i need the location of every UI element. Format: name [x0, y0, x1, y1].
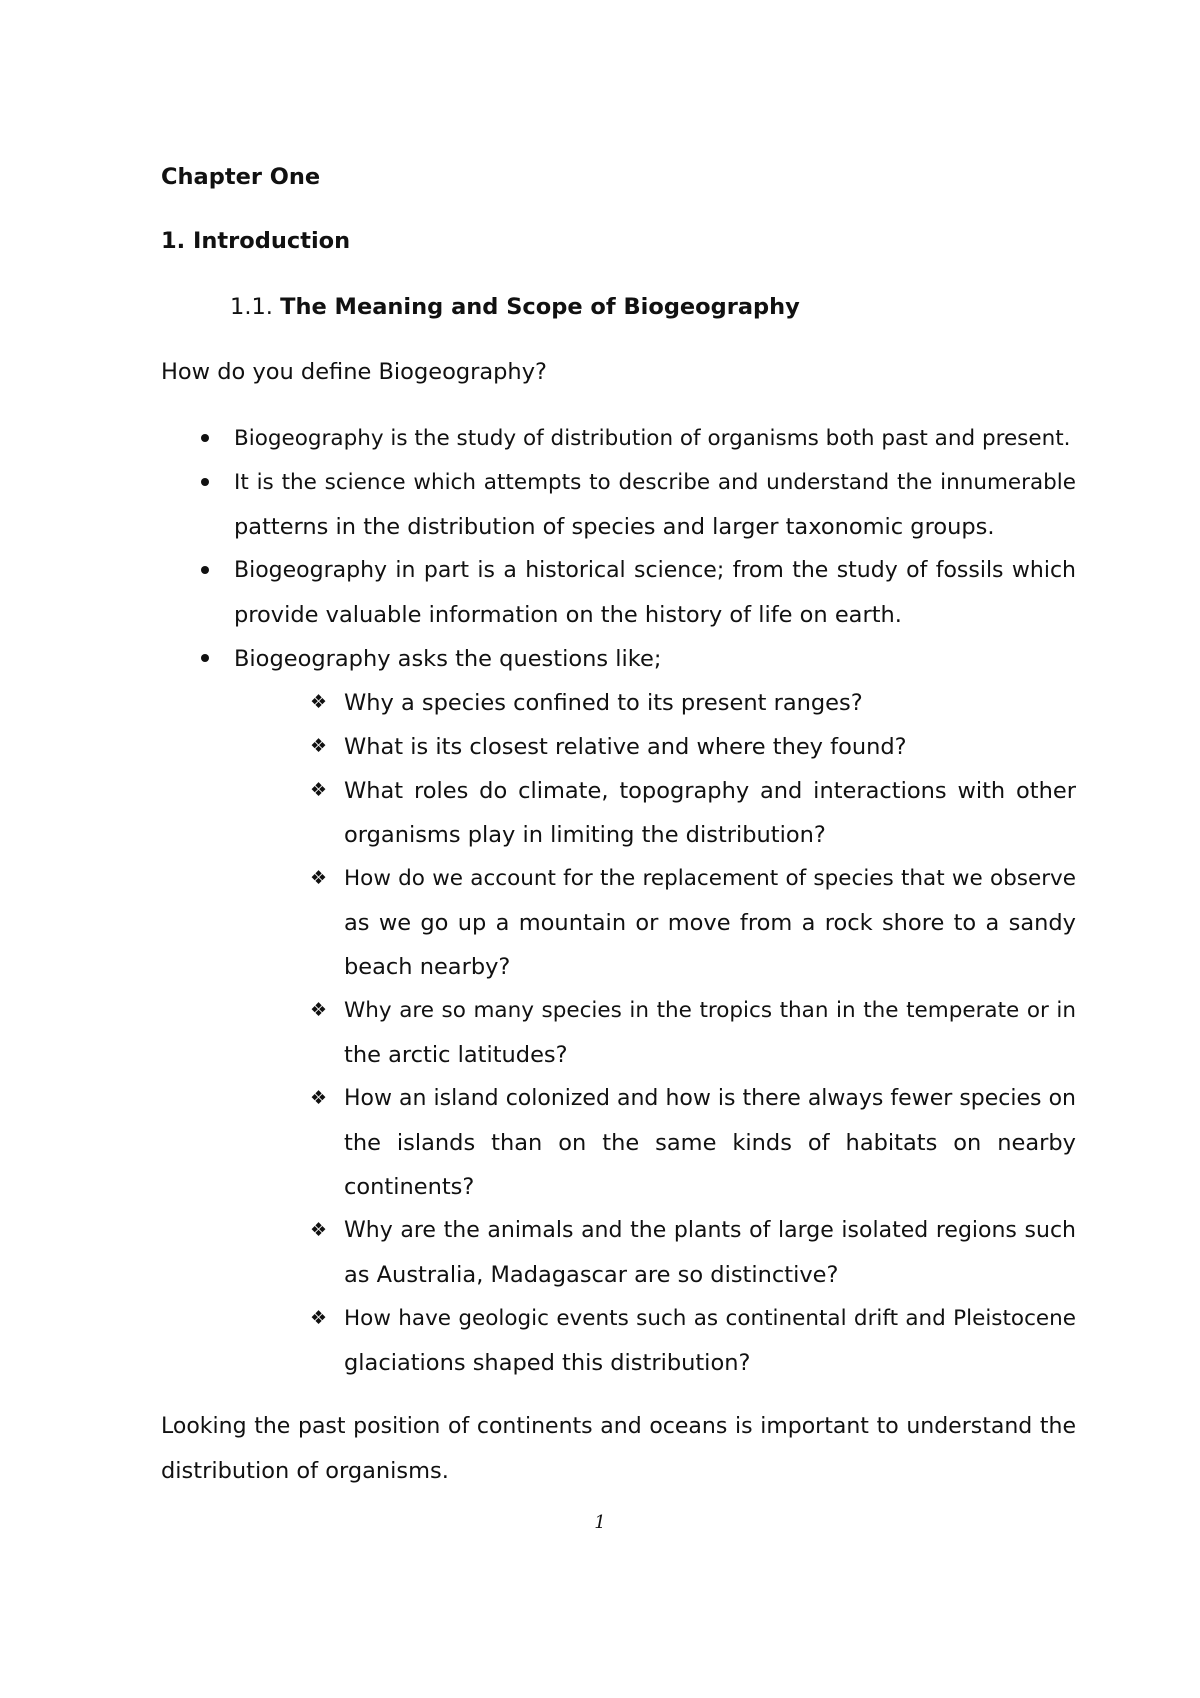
subsection-title: The Meaning and Scope of Biogeography: [280, 294, 800, 320]
sub-bullet-line: Why are so many species in the tropics than in the temperate or in: [344, 998, 1076, 1023]
paragraph-line: distribution of organisms.: [161, 1458, 449, 1484]
diamond-bullet-icon: ❖: [310, 735, 328, 757]
bullet-dot-icon: [201, 434, 209, 442]
bullet-dot-icon: [201, 478, 209, 486]
sub-bullet-line: What roles do climate, topography and interactions with other: [344, 778, 1076, 804]
bullet-line: Biogeography is the study of distribution of organisms both past and present.: [234, 426, 1071, 451]
section-title: 1. Introduction: [161, 228, 351, 254]
sub-bullet-line: glaciations shaped this distribution?: [344, 1350, 751, 1376]
bullet-line: Biogeography in part is a historical science; from the study of fossils which: [234, 558, 1076, 583]
diamond-bullet-icon: ❖: [310, 779, 328, 801]
subsection-heading: [230, 285, 800, 329]
sub-bullet-line: the arctic latitudes?: [344, 1042, 568, 1068]
sub-bullet-line: How have geologic events such as continental drift and Pleistocene: [344, 1306, 1076, 1331]
sub-bullet-line: as we go up a mountain or move from a rock shore to a sandy: [344, 910, 1076, 936]
sub-bullet-line: How do we account for the replacement of species that we observe: [344, 866, 1076, 891]
sub-bullet-line: beach nearby?: [344, 954, 511, 980]
sub-bullet-line: What is its closest relative and where they found?: [344, 734, 907, 760]
intro-question: How do you define Biogeography?: [161, 359, 547, 385]
subsection-number: 1.1.: [230, 294, 273, 320]
sub-bullet-line: continents?: [344, 1174, 475, 1200]
chapter-title: Chapter One: [161, 164, 321, 190]
bullet-dot-icon: [201, 566, 209, 574]
sub-bullet-line: organisms play in limiting the distribution?: [344, 822, 826, 848]
paragraph-line: Looking the past position of continents and oceans is important to understand the: [161, 1414, 1076, 1439]
diamond-bullet-icon: ❖: [310, 999, 328, 1021]
diamond-bullet-icon: ❖: [310, 1307, 328, 1329]
sub-bullet-line: the islands than on the same kinds of habitats on nearby: [344, 1130, 1076, 1156]
sub-bullet-line: Why a species confined to its present ranges?: [344, 690, 863, 716]
bullet-line: patterns in the distribution of species and larger taxonomic groups.: [234, 514, 995, 540]
diamond-bullet-icon: ❖: [310, 1087, 328, 1109]
bullet-line: provide valuable information on the history of life on earth.: [234, 602, 902, 628]
diamond-bullet-icon: ❖: [310, 867, 328, 889]
bullet-line: Biogeography asks the questions like;: [234, 646, 662, 672]
page-number: 1: [594, 1512, 606, 1533]
sub-bullet-line: as Australia, Madagascar are so distinctive?: [344, 1262, 839, 1288]
diamond-bullet-icon: ❖: [310, 1219, 328, 1241]
bullet-line: It is the science which attempts to describe and understand the innumerable: [234, 470, 1076, 495]
diamond-bullet-icon: ❖: [310, 691, 328, 713]
sub-bullet-line: How an island colonized and how is there always fewer species on: [344, 1086, 1076, 1111]
sub-bullet-line: Why are the animals and the plants of large isolated regions such: [344, 1218, 1076, 1243]
bullet-dot-icon: [201, 654, 209, 662]
